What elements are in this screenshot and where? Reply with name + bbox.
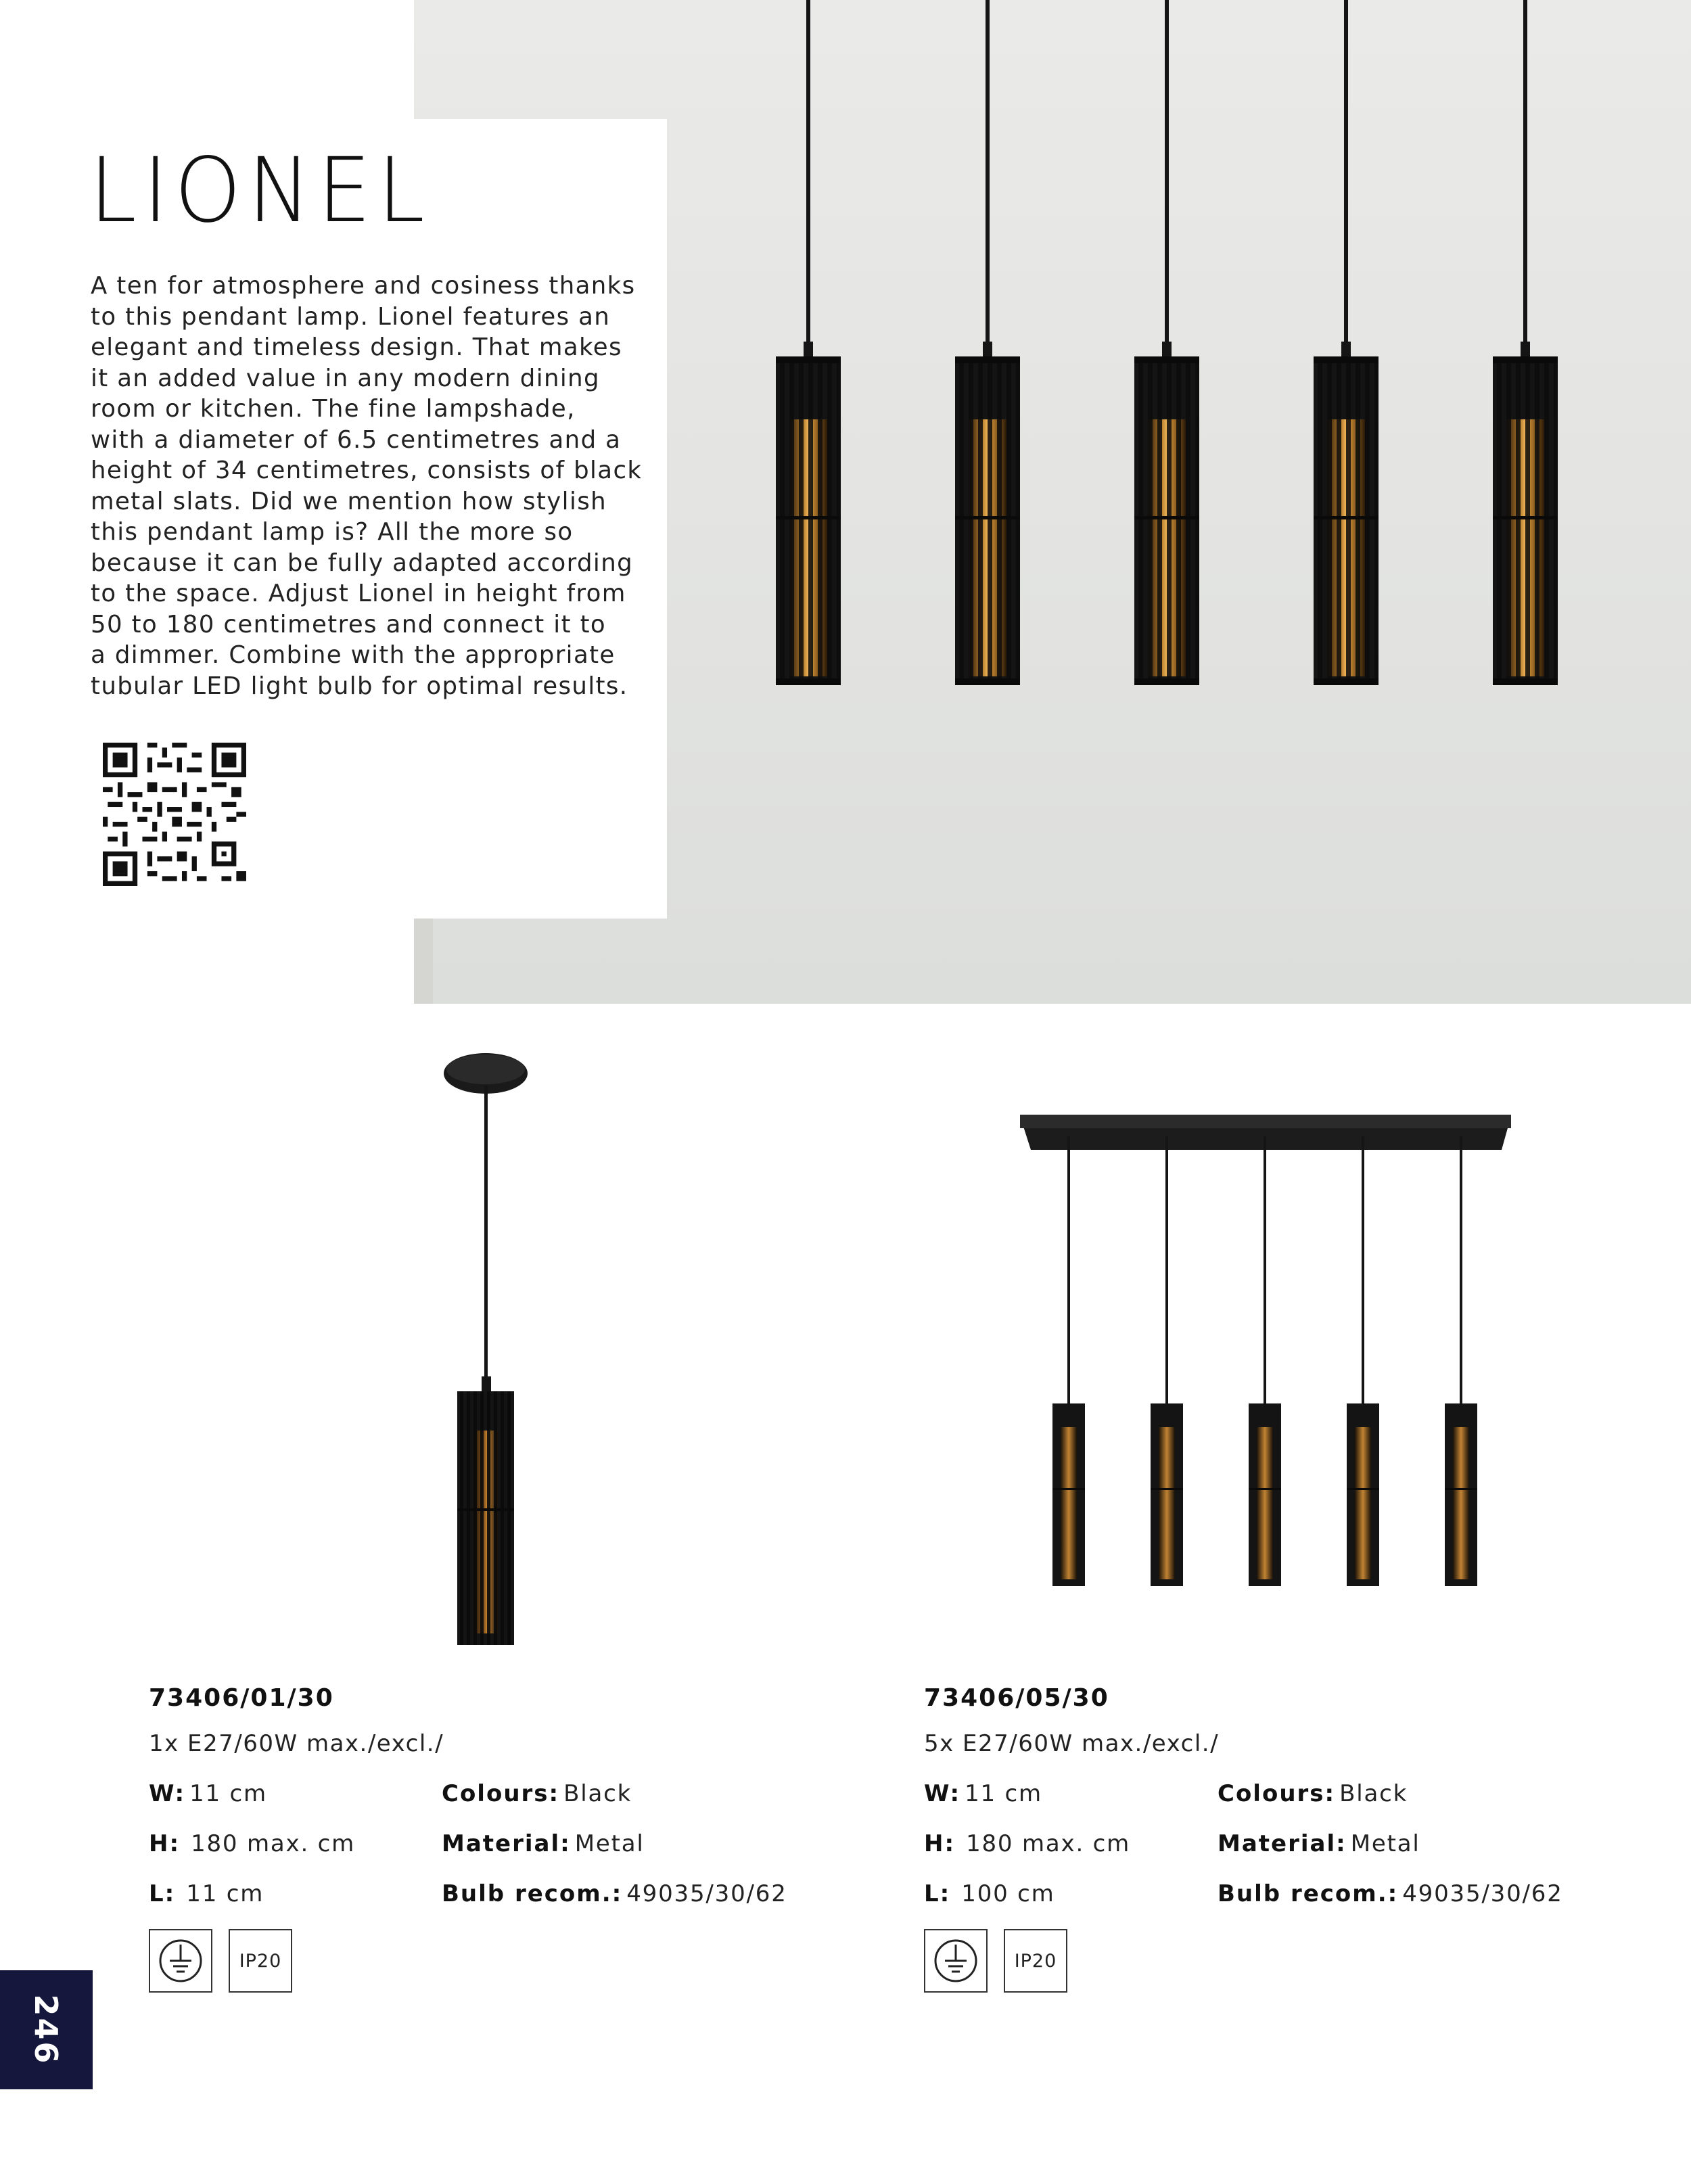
material-spec [442, 1830, 645, 1857]
bulb-recommendation-label: Bulb recom.: [442, 1880, 623, 1907]
product-image-single-pendant [433, 1045, 541, 1650]
product-code: 73406/05/30 [924, 1684, 1109, 1712]
earth-ground-badge [924, 1929, 988, 1993]
height-value: 180 max. cm [966, 1830, 1131, 1857]
qr-code-icon[interactable] [103, 743, 246, 886]
product-description: A ten for atmosphere and cosiness thanks to this pendant lamp. Lionel features an elegant and timeless design. That makes it an added value in any modern dining room or kitchen. The fine lampshade, with a diameter of 6.5 centimetres and a height of 34 centimetres, consists of black metal slats. Did we mention how stylish this pendant lamp is? All the more so because it can be fully adapted according to the space. Adjust Lionel in height from 50 to 180 centimetres and connect it to a dimmer. Combine with the appropriate tubular LED light bulb for optimal results. [91, 272, 643, 700]
width-label: W: [149, 1780, 186, 1807]
bulb-recommendation-label: Bulb recom.: [1218, 1880, 1399, 1907]
length-value: 11 cm [186, 1880, 264, 1907]
material-label: Material: [1218, 1830, 1347, 1857]
ip-rating-text: IP20 [239, 1950, 282, 1972]
width-value: 11 cm [189, 1780, 267, 1807]
bulb-recommendation-value: 49035/30/62 [1402, 1880, 1563, 1907]
height-spec [149, 1830, 355, 1857]
earth-ground-icon [156, 1936, 205, 1985]
colours-value: Black [563, 1780, 632, 1807]
width-value: 11 cm [965, 1780, 1042, 1807]
bulb-spec: 1x E27/60W max./excl./ [149, 1730, 444, 1757]
page-number-tab [0, 1970, 93, 2089]
colours-spec [442, 1780, 632, 1807]
length-spec [924, 1880, 1055, 1907]
hero-photo-edge [414, 917, 433, 1004]
material-value: Metal [574, 1830, 645, 1857]
earth-ground-icon [931, 1936, 980, 1985]
height-label: H: [924, 1830, 956, 1857]
colours-label: Colours: [442, 1780, 560, 1807]
bulb-spec: 5x E27/60W max./excl./ [924, 1730, 1220, 1757]
earth-ground-badge [149, 1929, 212, 1993]
material-spec [1218, 1830, 1420, 1857]
colours-value: Black [1339, 1780, 1408, 1807]
ip-rating-badge [229, 1929, 292, 1993]
material-value: Metal [1350, 1830, 1420, 1857]
height-spec [924, 1830, 1130, 1857]
length-spec [149, 1880, 264, 1907]
bulb-recommendation-value: 49035/30/62 [626, 1880, 787, 1907]
colours-spec [1218, 1780, 1408, 1807]
product-image-five-light-pendant [1015, 1109, 1515, 1589]
length-value: 100 cm [961, 1880, 1055, 1907]
product-code: 73406/01/30 [149, 1684, 334, 1712]
colours-label: Colours: [1218, 1780, 1336, 1807]
bulb-recommendation-spec [442, 1880, 787, 1907]
product-title: LIONEL [89, 139, 432, 243]
height-label: H: [149, 1830, 181, 1857]
length-label: L: [924, 1880, 951, 1907]
length-label: L: [149, 1880, 176, 1907]
ip-rating-badge [1004, 1929, 1067, 1993]
width-spec [149, 1780, 267, 1807]
width-spec [924, 1780, 1042, 1807]
ip-rating-text: IP20 [1014, 1950, 1057, 1972]
page-number: 246 [28, 1994, 64, 2066]
material-label: Material: [442, 1830, 571, 1857]
height-value: 180 max. cm [191, 1830, 356, 1857]
width-label: W: [924, 1780, 961, 1807]
bulb-recommendation-spec [1218, 1880, 1563, 1907]
